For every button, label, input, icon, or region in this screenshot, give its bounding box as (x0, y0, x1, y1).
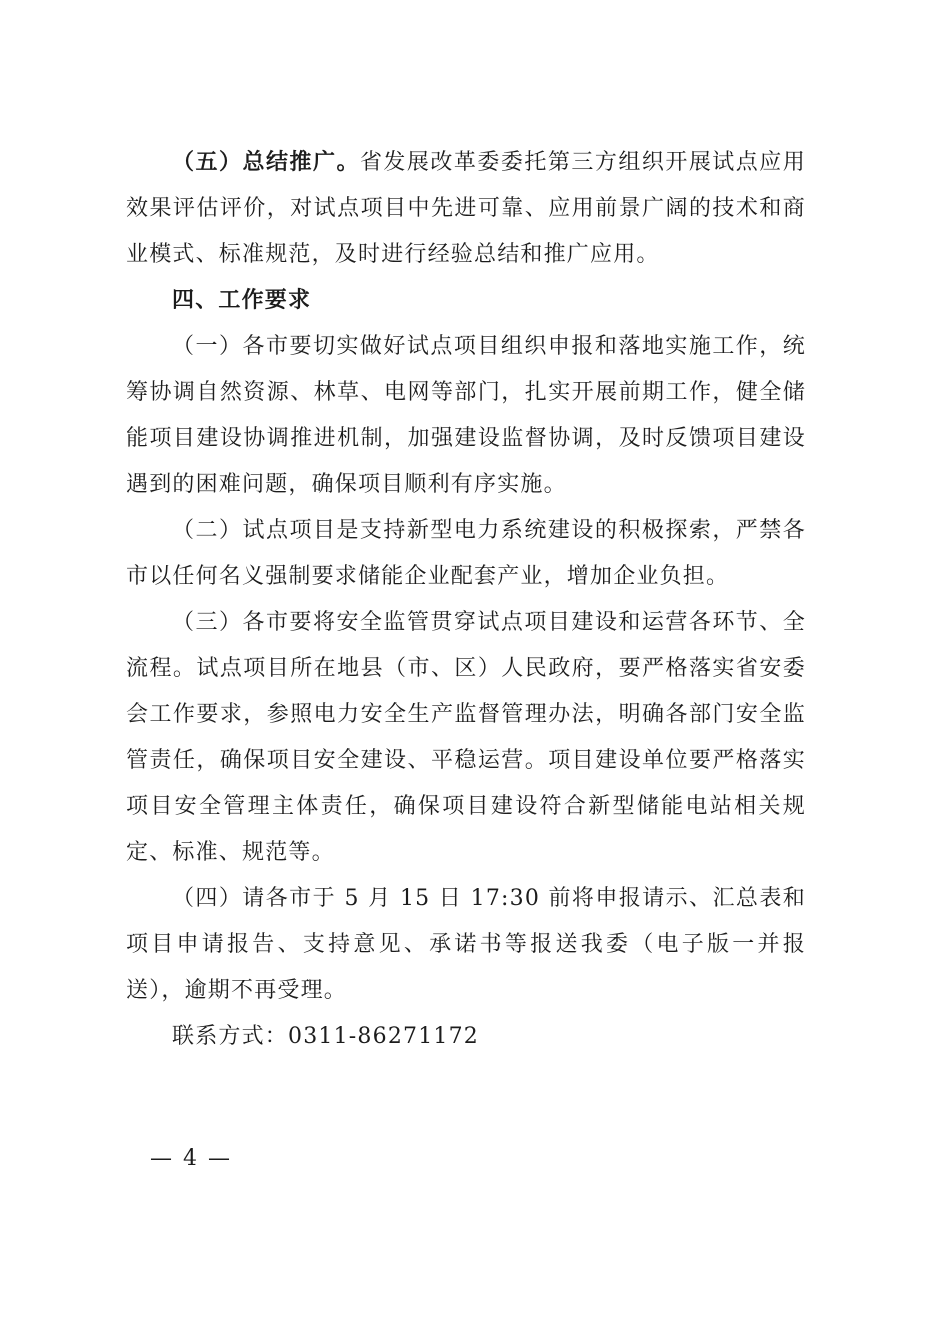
contact-info: 联系方式：0311-86271172 (172, 1024, 479, 1049)
paragraph-item-2: （二）试点项目是支持新型电力系统建设的积极探索，严禁各市以任何名义强制要求储能企业配套产业，增加企业负担。 (126, 518, 806, 589)
page-number: — 4 — (150, 1146, 232, 1171)
paragraph-section5 (126, 140, 806, 278)
document-body (126, 140, 806, 1060)
paragraph-item-4: （四）请各市于 5 月 15 日 17:30 前将申报请示、汇总表和项目申请报告、支持意见、承诺书等报送我委（电子版一并报送），逾期不再受理。 (126, 886, 806, 1003)
heading-work-requirements: 四、工作要求 (172, 288, 312, 313)
section5-lead: （五）总结推广。 (172, 150, 360, 175)
paragraph-item-3: （三）各市要将安全监管贯穿试点项目建设和运营各环节、全流程。试点项目所在地县（市、区）人民政府，要严格落实省安委会工作要求，参照电力安全生产监督管理办法，明确各部门安全监管责任，确保项目安全建设、平稳运营。项目建设单位要严格落实项目安全管理主体责任，确保项目建设符合新型储能电站相关规定、标准、规范等。 (126, 610, 806, 865)
section5-text: 省发展改革委委托第三方组织开展试点应用效果评估评价，对试点项目中先进可靠、应用前景广阔的技术和商业模式、标准规范，及时进行经验总结和推广应用。 (126, 150, 806, 267)
paragraph-item-1: （一）各市要切实做好试点项目组织申报和落地实施工作，统筹协调自然资源、林草、电网等部门，扎实开展前期工作，健全储能项目建设协调推进机制，加强建设监督协调，及时反馈项目建设遇到的困难问题，确保项目顺利有序实施。 (126, 334, 806, 497)
